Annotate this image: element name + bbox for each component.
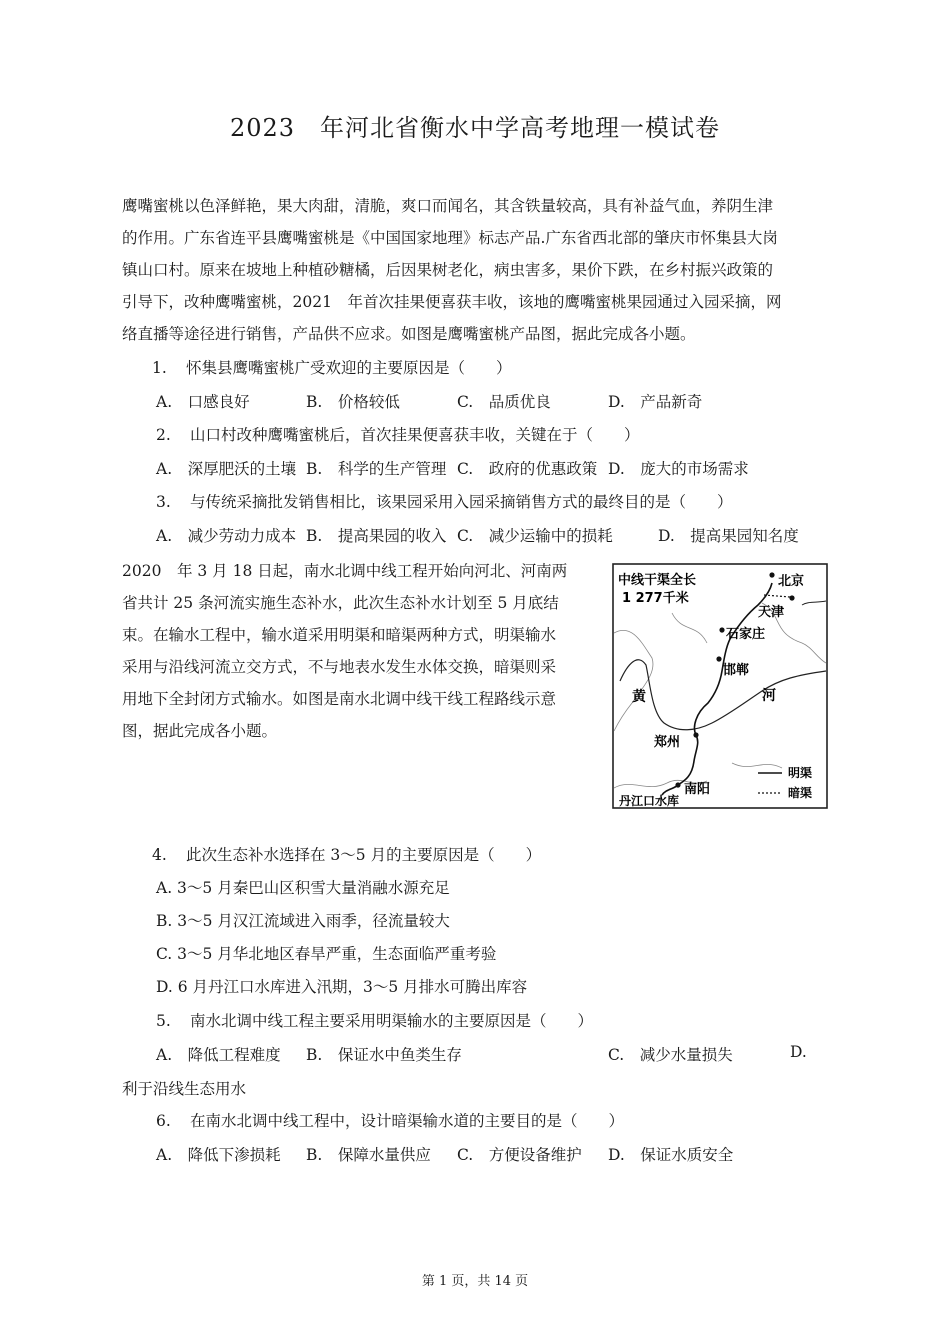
passage-line: 省共计 25 条河流实施生态补水，此次生态补水计划至 5 月底结 xyxy=(122,594,559,612)
option-b[interactable]: B. 科学的生产管理 xyxy=(306,460,447,478)
reservoir-label: 丹江口水库 xyxy=(619,794,680,808)
passage-line: 2020 年 3 月 18 日起，南水北调中线工程开始向河北、河南两 xyxy=(122,562,568,580)
option-c[interactable]: C. 方便设备维护 xyxy=(457,1146,582,1164)
city-label-tianjin: 天津 xyxy=(758,605,785,620)
passage-line: 引导下，改种鹰嘴蜜桃，2021 年首次挂果便喜获丰收，该地的鹰嘴蜜桃果园通过入园采摘，网 xyxy=(122,293,782,311)
option-d[interactable]: D. 6 月丹江口水库进入汛期，3～5 月排水可腾出库容 xyxy=(156,978,528,996)
question-text: 与传统采摘批发销售相比，该果园采用入园采摘销售方式的最终目的是（ ） xyxy=(190,493,733,511)
question-5 xyxy=(156,1009,593,1031)
city-label-nanyang: 南阳 xyxy=(684,782,711,797)
city-dot-tianjin xyxy=(789,595,794,600)
option-d[interactable]: D. 产品新奇 xyxy=(608,393,703,411)
city-label-shijiazhuang: 石家庄 xyxy=(726,627,766,642)
river-label-huang: 黄 xyxy=(632,689,646,705)
question-number: 4. xyxy=(152,846,167,864)
question-text: 山口村改种鹰嘴蜜桃后，首次挂果便喜获丰收，关键在于（ ） xyxy=(190,426,640,444)
option-c[interactable]: C. 减少水量损失 xyxy=(608,1046,733,1064)
option-d[interactable]: D. xyxy=(790,1043,807,1061)
option-c[interactable]: C. 政府的优惠政策 xyxy=(457,460,598,478)
question-number: 1. xyxy=(152,359,167,377)
option-a[interactable]: A. 3～5 月秦巴山区积雪大量消融水源充足 xyxy=(156,879,450,897)
option-a[interactable]: A. 口感良好 xyxy=(156,393,250,411)
option-b[interactable]: B. 价格较低 xyxy=(306,393,400,411)
option-a[interactable]: A. 减少劳动力成本 xyxy=(156,527,297,545)
option-d[interactable]: D. 庞大的市场需求 xyxy=(608,460,749,478)
option-a[interactable]: A. 降低下渗损耗 xyxy=(156,1146,281,1164)
option-b[interactable]: B. 保证水中鱼类生存 xyxy=(306,1046,462,1064)
question-text: 此次生态补水选择在 3～5 月的主要原因是（ ） xyxy=(186,846,542,864)
question-3 xyxy=(156,490,733,512)
city-label-beijing: 北京 xyxy=(778,574,805,589)
map-length-label: 中线干渠全长 xyxy=(618,573,697,588)
question-6 xyxy=(156,1109,624,1131)
question-text: 在南水北调中线工程中，设计暗渠输水道的主要目的是（ ） xyxy=(190,1112,625,1130)
question-number: 5. xyxy=(156,1012,171,1030)
city-label-handan: 邯郸 xyxy=(723,663,750,678)
city-dot-beijing xyxy=(769,572,774,577)
question-number: 6. xyxy=(156,1112,171,1130)
option-d-text[interactable]: 利于沿线生态用水 xyxy=(122,1080,247,1098)
option-b[interactable]: B. 保障水量供应 xyxy=(306,1146,431,1164)
city-dot-handan xyxy=(716,656,721,661)
page-title: 2023 年河北省衡水中学高考地理一模试卷 xyxy=(229,114,721,142)
page-footer: 第 1 页，共 14 页 xyxy=(421,1274,529,1289)
passage-line: 鹰嘴蜜桃以色泽鲜艳，果大肉甜，清脆，爽口而闻名，其含铁量较高，具有补益气血，养阴生津 xyxy=(122,197,774,215)
legend-open-label: 明渠 xyxy=(788,766,813,780)
passage-line: 的作用。广东省连平县鹰嘴蜜桃是《中国国家地理》标志产品.广东省西北部的肇庆市怀集县大岗 xyxy=(122,229,778,247)
map-length-value: 1 277千米 xyxy=(622,591,689,606)
question-1 xyxy=(152,356,512,378)
question-4 xyxy=(152,843,541,865)
canal-route-map xyxy=(612,563,828,809)
option-c[interactable]: C. 3～5 月华北地区春旱严重，生态面临严重考验 xyxy=(156,945,497,963)
option-d[interactable]: D. 保证水质安全 xyxy=(608,1146,734,1164)
option-b[interactable]: B. 3～5 月汉江流域进入雨季，径流量较大 xyxy=(156,912,450,930)
option-d[interactable]: D. 提高果园知名度 xyxy=(658,527,799,545)
option-c[interactable]: C. 品质优良 xyxy=(457,393,551,411)
river-label-he: 河 xyxy=(762,688,776,704)
question-text: 怀集县鹰嘴蜜桃广受欢迎的主要原因是（ ） xyxy=(186,359,512,377)
passage-line: 图，据此完成各小题。 xyxy=(122,722,278,740)
option-b[interactable]: B. 提高果园的收入 xyxy=(306,527,447,545)
question-number: 3. xyxy=(156,493,171,511)
passage-line: 络直播等途径进行销售，产品供不应求。如图是鹰嘴蜜桃产品图，据此完成各小题。 xyxy=(122,325,696,343)
legend-closed-label: 暗渠 xyxy=(788,786,813,800)
question-number: 2. xyxy=(156,426,171,444)
city-dot-shijiazhuang xyxy=(719,627,724,632)
question-2 xyxy=(156,423,640,445)
option-c[interactable]: C. 减少运输中的损耗 xyxy=(457,527,613,545)
passage-line: 用地下全封闭方式输水。如图是南水北调中线干线工程路线示意 xyxy=(122,690,557,708)
question-text: 南水北调中线工程主要采用明渠输水的主要原因是（ ） xyxy=(190,1012,594,1030)
city-label-zhengzhou: 郑州 xyxy=(654,735,681,750)
option-a[interactable]: A. 降低工程难度 xyxy=(156,1046,281,1064)
option-a[interactable]: A. 深厚肥沃的土壤 xyxy=(156,460,297,478)
city-dot-zhengzhou xyxy=(693,732,698,737)
city-dot-nanyang xyxy=(675,782,680,787)
passage-line: 采用与沿线河流立交方式，不与地表水发生水体交换，暗渠则采 xyxy=(122,658,557,676)
passage-line: 镇山口村。原来在坡地上种植砂糖橘，后因果树老化，病虫害多，果价下跌，在乡村振兴政策的 xyxy=(122,261,774,279)
passage-line: 束。在输水工程中，输水道采用明渠和暗渠两种方式，明渠输水 xyxy=(122,626,557,644)
